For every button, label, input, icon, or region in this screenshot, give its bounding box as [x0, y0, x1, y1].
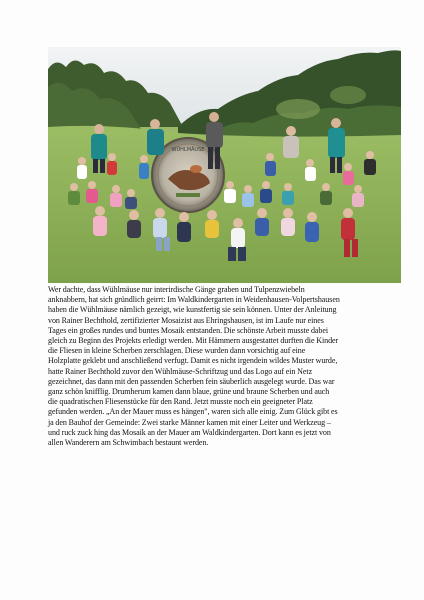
- article-line: gezeichnet, das dann mit den passenden Scherben fein säuberlich ausgelegt wurde. Das war: [48, 376, 335, 386]
- group-photo-illustration: [48, 47, 401, 283]
- article-line: die quadratischen Fliesenstücke für den Rand. Jetzt musste noch ein geeigneter Platz: [48, 397, 313, 407]
- article-line: hatte Rainer Bechthold zuvor den Wühlmäuse-Schriftzug und das Logo auf ein Netz: [48, 366, 313, 376]
- article-line: anknabbern, hat sich gründlich geirrt: Im Waldkindergarten in Weidenhausen-Volpertshausen: [48, 295, 340, 305]
- article-line: gleich zu Beginn des Projekts erledigt werden. Mit Hämmern ausgestattet durften die Kinder: [48, 336, 339, 346]
- article-line: von Rainer Bechthold, zertifizierter Mosaizist aus Ehringshausen, ist im Laufe nur eines: [48, 315, 324, 325]
- article-text: [48, 285, 404, 448]
- article-line: gefunden werden. „An der Mauer muss es hängen", waren sich alle einig. Zum Glück gibt es: [48, 407, 338, 417]
- article-line: ganz schön knifflig. Drumherum kamen dann blaue, grüne und braune Scherben und auch: [48, 387, 330, 397]
- article-line: und ruck zuck hing das Mosaik an der Mauer am Waldkindergarten. Dort kann es jetzt von: [48, 427, 331, 437]
- article-line: Holzplatte geklebt und anschließend verfugt. Damit es nicht irgendein wildes Muster wurde,: [48, 356, 338, 366]
- article-line: allen Wanderern am Schwimbach bestaunt werden.: [48, 438, 209, 448]
- article-line: Wer dachte, dass Wühlmäuse nur interirdische Gänge graben und Tulpenzwiebeln: [48, 285, 305, 294]
- article-line: die Fliesen in kleine Scherben zerschlagen. Diese wurden dann vorsichtig auf eine: [48, 346, 306, 356]
- group-photo: [48, 47, 401, 283]
- article-line: Tages ein großes rundes und buntes Mosaik entstanden. Die schönste Arbeit musste dabei: [48, 325, 329, 335]
- article-line: haben die Wühlmäuse nämlich gezeigt, wie kunstfertig sie sein können. Unter der Anleitung: [48, 305, 337, 315]
- article-line: ja den Bauhof der Gemeinde: Zwei starke Männer kamen mit einer Leiter und Werkzeug –: [48, 417, 331, 427]
- sign-lettering: WÜHLMÄUSE: [171, 147, 205, 153]
